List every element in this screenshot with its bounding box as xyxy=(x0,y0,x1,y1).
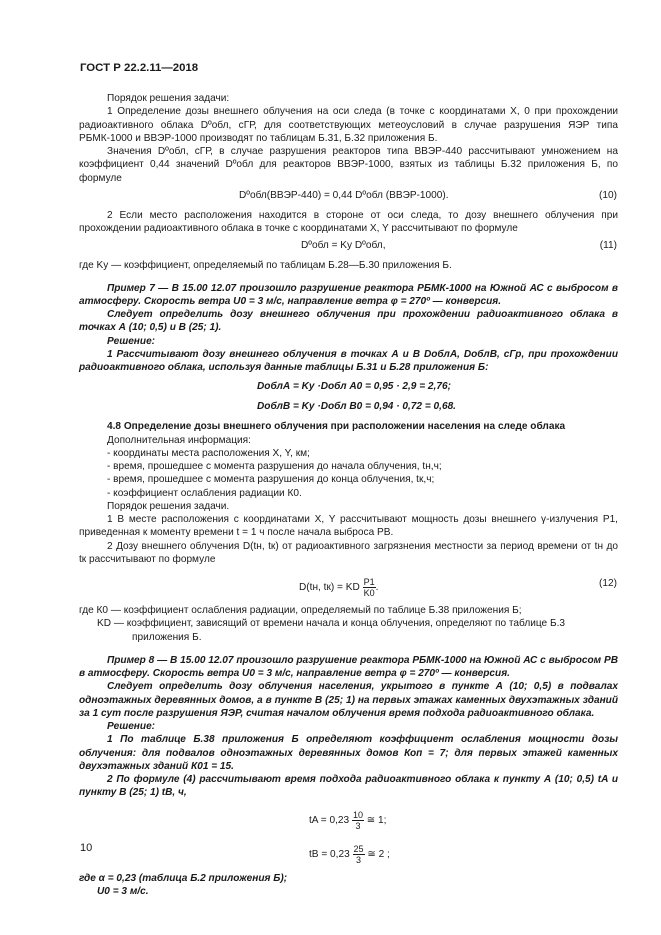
paragraph: Порядок решения задачи. xyxy=(107,500,230,512)
solution-step: 1 По таблице Б.38 приложения Б определяют коэффициент ослабления мощности дозы облучения: для подвалов одноэтажных деревянных домов Коп = 7; для первых этажей каменных двухэтажных зданий К01 = 15. xyxy=(79,734,618,772)
list-item: - время, прошедшее с момента разрушения до начала облучения, tн,ч; xyxy=(107,461,442,472)
list-item: - время, прошедшее с момента разрушения до конца облучения, tк,ч; xyxy=(107,474,435,486)
formula-text: D(tн, tк) = KD $\frac{P1}{K0}$ . xyxy=(299,577,379,598)
formula-tb xyxy=(79,838,618,866)
paragraph: 1 В месте расположения с координатами X, Y рассчитывают мощность дозы внешнего γ-излучения P1, приведенная к моменту времени t = 1 ч после начала выброса РВ. xyxy=(79,514,618,539)
list-item: - коэффициент ослабления радиации К0. xyxy=(107,487,302,499)
formula-left: tB = 0,23 xyxy=(309,848,350,860)
fraction-numerator: 10 xyxy=(352,809,363,820)
paragraph: 2 Дозу внешнего облучения D(tн, tк) от радиоактивного загрязнения местности за период времени от tн до tк рассчитывают по формуле xyxy=(79,540,618,565)
solution-step: 2 По формуле (4) рассчитывают время подхода радиоактивного облака к пункту А (10; 0,5) tA и пункту В (25; 1) tB, ч, xyxy=(79,774,618,799)
solution-step: 1 Рассчитывают дозу внешнего облучения в точках А и В DоблА, DоблВ, сГр, при прохождении радиоактивного облака, используя данные таблицы Б.31 и Б.28 приложения Б: xyxy=(79,348,618,373)
body-text xyxy=(79,92,618,898)
fraction-numerator: P1 xyxy=(363,577,375,587)
example-7: Пример 7 — В 15.00 12.07 произошло разрушение реактора РБМК-1000 на Южной АС с выбросом в атмосферу. Скорость ветра U0 = 3 м/с, направление ветра φ = 270º — конверсия. xyxy=(79,282,618,307)
fraction-denominator: 3 xyxy=(355,820,361,831)
example-8-task: Следует определить дозу облучения населения, укрытого в пункте А (10; 0,5) в подвалах одноэтажных деревянных домов, а в пункте В (25; 1) на первых этажах каменных двухэтажных зданий за 1 сут после разрушения ЯЭР, считая началом облучения время подхода радиоактивного облака. xyxy=(79,681,618,719)
fraction-numerator: 25 xyxy=(353,843,364,854)
formula-left: tA = 0,23 xyxy=(309,814,350,826)
fraction-denominator: 3 xyxy=(356,854,362,865)
formula-b xyxy=(79,400,618,414)
paragraph: Дополнительная информация: xyxy=(107,434,251,446)
formula-number: (10) xyxy=(599,189,617,201)
paragraph: где α = 0,23 (таблица Б.2 приложения Б); xyxy=(79,872,288,884)
formula-text: DоблА = Ky ·Dобл A0 = 0,95 · 2,9 = 2,76; xyxy=(257,381,451,393)
formula-left: D(tн, tк) = KD xyxy=(299,582,360,594)
solution-label: Решение: xyxy=(107,721,156,732)
formula-ta xyxy=(79,804,618,832)
paragraph: где К0 — коэффициент ослабления радиации, определяемый по таблице Б.38 приложения Б; xyxy=(79,605,522,616)
paragraph: Значения Dºобл, сГР, в случае разрушения реакторов типа ВВЭР-440 рассчитывают умножением на коэффициент 0,44 значений Dºобл для реакторов ВВЭР-1000, взятых из таблицы Б.32 приложения Б, по формуле xyxy=(79,146,618,184)
formula-11 xyxy=(79,239,618,253)
list-item: - координаты места расположения X, Y, км; xyxy=(107,447,310,459)
standard-header: ГОСТ Р 22.2.11—2018 xyxy=(80,62,199,74)
paragraph: приложения Б. xyxy=(132,631,202,643)
fraction xyxy=(352,810,364,831)
paragraph: U0 = 3 м/с. xyxy=(97,885,149,897)
formula-a xyxy=(79,380,618,394)
formula-number: (12) xyxy=(599,578,617,589)
fraction xyxy=(353,844,365,865)
paragraph: KD — коэффициент, зависящий от времени начала и конца облучения, определяют по таблице Б.3 xyxy=(97,618,566,630)
formula-text: Dºобл(ВВЭР-440) = 0,44 Dºобл (ВВЭР-1000). xyxy=(239,189,449,201)
formula-right: ≅ 1; xyxy=(366,814,387,826)
fraction-denominator: K0 xyxy=(363,588,375,598)
paragraph: где Ky — коэффициент, определяемый по таблицам Б.28—Б.30 приложения Б. xyxy=(79,260,452,272)
formula-text xyxy=(309,844,390,865)
page-number: 10 xyxy=(80,842,93,854)
formula-text xyxy=(309,810,386,831)
paragraph: 2 Если место расположения находится в стороне от оси следа, то дозу внешнего облучения при прохождении радиоактивного облака в точке с координатами X, Y рассчитывают по формуле xyxy=(79,209,618,234)
example-7-task: Следует определить дозу внешнего облучения при прохождении радиоактивного облака в точках А (10; 0,5) и В (25; 1). xyxy=(79,309,618,334)
formula-number: (11) xyxy=(599,240,617,252)
paragraph: Порядок решения задачи: xyxy=(107,93,230,104)
formula-12 xyxy=(79,570,618,598)
section-heading: 4.8 Определение дозы внешнего облучения при расположении населения на следе облака xyxy=(107,421,566,433)
formula-text: DоблВ = Ky ·Dобл B0 = 0,94 · 0,72 = 0,68. xyxy=(257,401,456,413)
formula-text: Dºобл = Ky Dºобл, xyxy=(301,240,386,252)
solution-label: Решение: xyxy=(107,335,156,347)
fraction xyxy=(363,577,376,598)
example-8: Пример 8 — В 15.00 12.07 произошло разрушение реактора РБМК-1000 на Южной АС с выбросом РВ в атмосферу. Скорость ветра U0 = 3 м/с, направление ветра φ = 270º — конверсия. xyxy=(79,654,618,679)
formula-right: ≅ 2 ; xyxy=(367,848,390,860)
formula-10 xyxy=(79,189,618,203)
paragraph: 1 Определение дозы внешнего облучения на оси следа (в точке с координатами X, 0 при прохождении радиоактивного облака Dºобл, сГР, для соответствующих метеоусловий в случае разрушения ЯЭР типа РБМК-1000 и ВВЭР-1000 производят по таблицам Б.31, Б.32 приложения Б. xyxy=(79,106,618,144)
